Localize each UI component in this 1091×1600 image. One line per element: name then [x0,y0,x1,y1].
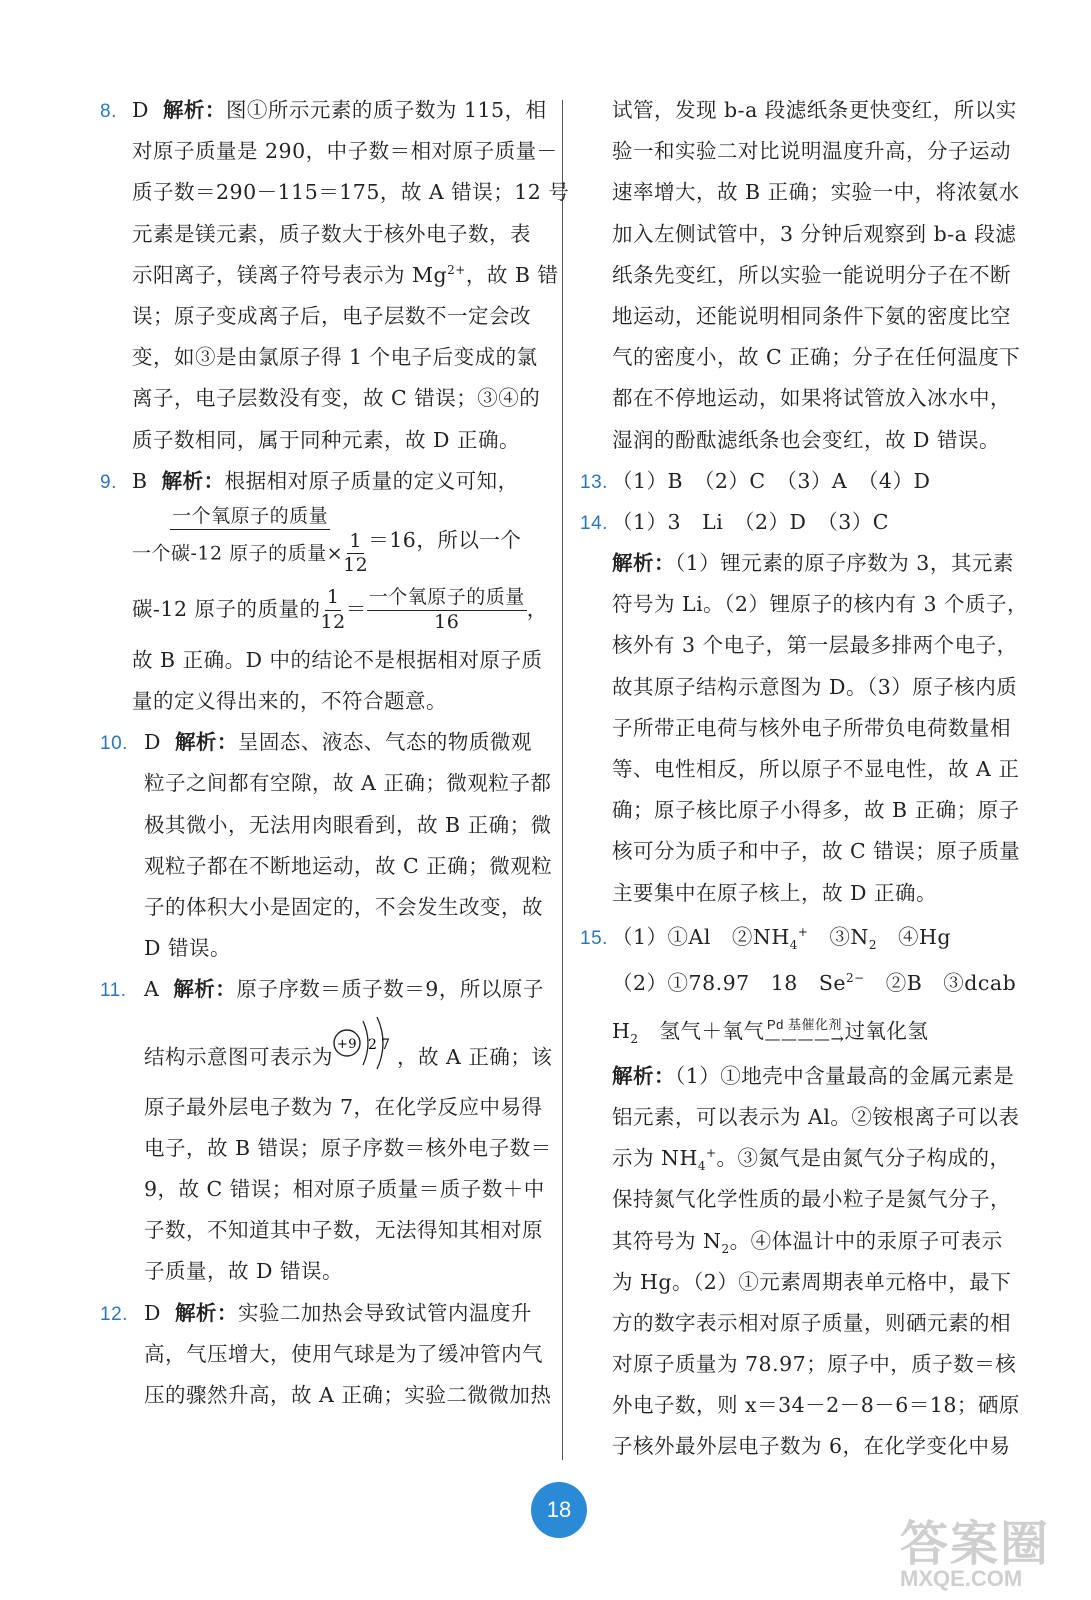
q12-number: 12. [100,1303,128,1325]
q9-formula-line: 一个氧原子的质量 一个碳-12 原子的质量× $\frac{1}{12}$ ＝16，所以一个 [132,504,522,577]
q15-line: 方的数字表示相对原子质量，则硒元素的相 [612,1310,1011,1335]
relative-mass-fraction: 一个氧原子的质量 一个碳-12 原子的质量× $\frac{1}{12}$ [132,504,369,577]
q9-line: 量的定义得出来的，不符合题意。 [132,689,447,714]
q15-reaction-line: $H_2$ 氢气＋氧气 Pd 基催化剂 ————→ 过氧化氢 [612,1016,929,1048]
q15-line-1: 15. （1）①Al $②NH_4^+$ $③N_2$ ④Hg [580,914,1020,960]
q12-label: 解析： [174,1300,238,1325]
q8-number: 8. [100,101,117,122]
q8-line: 示阳离子，镁离子符号表示为 $Mg^{2+}$，故 B 错 [132,262,559,287]
q9-answer: B [132,468,148,493]
q9-label: 解析： [161,468,225,493]
shell-1-electrons: 2 [368,1036,378,1053]
q10-line-1: 10. D 解析：呈固态、液态、气态的物质微观 [100,722,550,763]
q12-line-1: 12. D 解析：实验二加热会导致试管内温度升 [100,1293,550,1334]
q15-line-2: （2）①78.97 18 $Se^{2-}$ ②B ③dcab [612,970,1017,995]
one-twelfth-fraction: $\frac{1}{12}$ [320,586,346,633]
q11-line-1: 11. A 解析：原子序数＝质子数＝9，所以原子 [100,969,550,1010]
q14-line: 主要集中在原子核上，故 D 正确。 [612,880,937,905]
q12-line: 高，气压增大，使用气球是为了缓冲管内气 [144,1341,543,1366]
q10-label: 解析： [174,730,238,755]
q14-line: 等、电性相反，所以原子不显电性，故 A 正 [612,757,1020,781]
page-number: 18 [531,1482,587,1538]
q8-line: 质子数相同，属于同种元素，故 D 正确。 [132,427,520,452]
q11-line: 电子，故 B 错误；原子序数＝核外电子数＝ [144,1135,552,1160]
q12-cont-line: 验一和实验二对比说明温度升高，分子运动 [612,139,1011,164]
q8-line: 变，如③是由氯原子得 1 个电子后变成的氯 [132,345,538,370]
q8-line: 误；原子变成离子后，电子层数不一定会改 [132,303,531,328]
q10-line: 粒子之间都有空隙，故 A 正确；微观粒子都 [144,771,552,796]
shell-2-electrons: 7 [381,1036,391,1053]
q15-line: 子核外最外层电子数为 6，在化学变化中易 [612,1434,1011,1459]
q14-line: 符号为 Li。（2）锂原子的核内有 3 个质子， [612,592,1029,617]
q12-cont-line: 地运动，还能说明相同条件下氨的密度比空 [612,303,1011,328]
q13-answers: （1）B （2）C （3）A （4）D [612,468,931,493]
q8-line: 质子数＝290－115＝175，故 A 错误；12 号 [132,180,570,205]
q14-line: 核外有 3 个电子，第一层最多排两个电子， [612,633,1018,658]
q8-line: 离子，电子层数没有变，故 C 错误；③④的 [132,386,541,411]
q14-answers: （1）3 Li （2）D （3）C [612,509,889,534]
q12-cont-line: 加入左侧试管中，3 分钟后观察到 b-a 段滤 [612,221,1017,246]
q12-line: 压的骤然升高，故 A 正确；实验二微微加热 [144,1382,552,1407]
q8-line: 对原子质量是 290，中子数＝相对原子质量－ [132,139,558,164]
q11-line: 子质量，故 D 错误。 [144,1259,343,1284]
q12-cont-line: 湿润的酚酞滤纸条也会变红，故 D 错误。 [612,427,1000,452]
q11-number: 11. [100,980,127,1002]
q12-cont-line: 速率增大，故 B 正确；实验一中，将浓氨水 [612,180,1020,205]
q14-explanation-line: 解析：（1）锂元素的原子序数为 3，其元素 [612,551,1014,576]
q15-number: 15. [580,927,608,949]
q12-cont-line: 气的密度小，故 C 正确；分子在任何温度下 [612,345,1021,370]
q14-line: 核可分为质子和中子，故 C 错误；原子质量 [612,839,1021,864]
q14-line: 确；原子核比原子小得多，故 B 正确；原子 [612,798,1020,823]
q10-line: 观粒子都在不断地运动，故 C 正确；微观粒 [144,853,553,878]
q11-line: 9，故 C 错误；相对原子质量＝质子数＋中 [144,1176,545,1201]
q12-answer: D [144,1300,161,1325]
one-twelfth-fraction: $\frac{1}{12}$ [343,529,369,577]
q11-answer: A [144,977,160,1002]
q15-line: 对原子质量为 78.97；原子中，质子数＝核 [612,1352,1017,1377]
q15-explanation-line: 解析：（1）①地壳中含量最高的金属元素是 [612,1063,1015,1088]
q11-diagram-line: 结构示意图可表示为 +9 2 7 ，故 A 正确；该 [100,1011,550,1087]
q15-label: 解析： [612,1063,675,1088]
q11-label: 解析： [173,977,237,1002]
q12-cont-line: 纸条先变红，所以实验一能说明分子在不断 [612,262,1011,287]
q11-line: 子数，不知道其中子数，无法得知其相对原 [144,1218,543,1243]
q9-line: 故 B 正确。D 中的结论不是根据相对原子质 [132,647,543,672]
nucleus-label: +9 [336,1036,358,1052]
reaction-arrow: Pd 基催化剂 ————→ [764,1016,845,1048]
q15-line: 外电子数，则 x＝34－2－8－6＝18；硒原 [612,1393,1020,1418]
column-divider [562,100,563,1460]
q8-answer: D [132,98,149,122]
q14-label: 解析： [612,551,675,576]
q11-line: 原子最外层电子数为 7，在化学反应中易得 [144,1094,543,1119]
oxygen-mass-fraction: $\frac{\text{一个氧原子的质量}}{16}$ [368,586,525,633]
q10-line: D 错误。 [144,936,231,961]
watermark-logo: 答案圈 MXQE.COM [900,1518,1051,1591]
q10-line: 子的体积大小是固定的，不会发生改变，故 [144,895,543,919]
q10-number: 10. [100,733,128,755]
right-column [580,90,1029,1468]
mg-charge: 2+ [447,262,466,277]
q15-line: 保持氮气化学性质的最小粒子是氮气分子， [612,1187,1011,1212]
q14-line: 故其原子结构示意图为 D。（3）原子核内质 [612,674,1018,699]
left-column [100,90,570,1416]
q14-number: 14. [580,512,608,534]
q10-line: 极其微小，无法用肉眼看到，故 B 正确；微 [144,812,552,837]
q14-line: 子所带正电荷与核外电子所带负电荷数量相 [612,715,1011,740]
q13-number: 13. [580,471,608,493]
q15-line: 示为 $NH_4^+$。③氮气是由氮气分子构成的， [612,1146,1011,1174]
q15-line: 为 Hg。（2）①元素周期表单元格中，最下 [612,1269,1012,1294]
q8-line-1: 8. D 解析：图①所示元素的质子数为 115，相 [100,90,550,131]
q14-line [580,502,1020,543]
q8-line: 元素是镁元素，质子数大于核外电子数，表 [132,221,531,246]
q13-line [580,461,1020,502]
q9-formula-line-2: 碳-12 原子的质量的 $\frac{1}{12}$ ＝ $\frac{\text{一个氧原子的质量}}{16}$ ， [132,586,548,633]
q10-answer: D [144,730,161,755]
catalyst-label: Pd 基催化剂 [766,1016,842,1032]
q12-cont-line: 试管，发现 b-a 段滤纸条更快变红，所以实 [612,98,1017,122]
q9-number: 9. [100,471,117,493]
q8-label: 解析： [162,98,226,122]
q9-line-1: 9. B 解析：根据相对原子质量的定义可知， [100,461,550,502]
q15-line: 铝元素，可以表示为 Al。②铵根离子可以表 [612,1104,1020,1129]
q12-cont-line: 都在不停地运动，如果将试管放入冰水中， [612,386,1011,411]
q15-line: 其符号为 $N_2$。④体温计中的汞原子可表示 [612,1228,1003,1256]
